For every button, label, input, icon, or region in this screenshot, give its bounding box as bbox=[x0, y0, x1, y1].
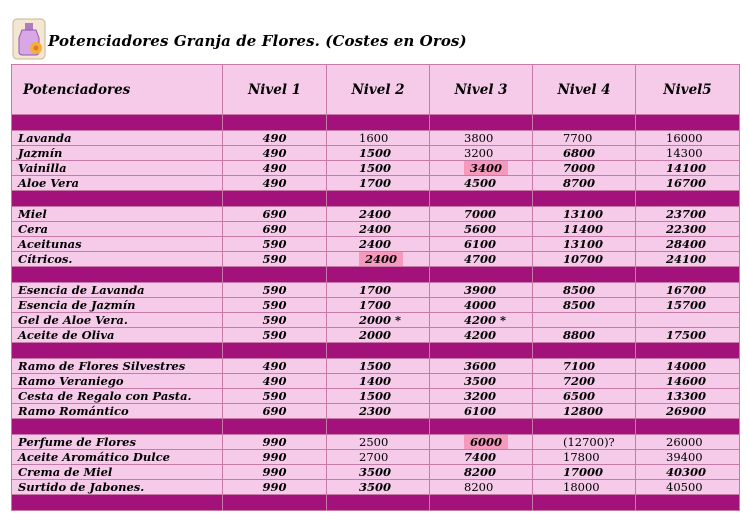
separator-cell bbox=[430, 115, 533, 131]
table-row bbox=[12, 161, 740, 176]
cost-cell: 40300 bbox=[636, 465, 740, 480]
cost-cell: 3400 bbox=[430, 161, 533, 176]
cost-cell: 1700 bbox=[327, 283, 430, 298]
potenciador-name-cell: Surtido de Jabones. bbox=[12, 480, 223, 495]
table-row bbox=[12, 237, 740, 252]
table-row bbox=[12, 465, 740, 480]
cost-cell: 1700 bbox=[327, 298, 430, 313]
cost-cell: 16700 bbox=[636, 176, 740, 191]
cost-cell: 6100 bbox=[430, 404, 533, 419]
separator-cell bbox=[223, 115, 327, 131]
cost-cell: 2000 bbox=[327, 328, 430, 343]
cost-cell: 590 bbox=[223, 237, 327, 252]
potenciador-name-cell: Cesta de Regalo con Pasta. bbox=[12, 389, 223, 404]
potenciador-name-cell: Vainilla bbox=[12, 161, 223, 176]
cost-cell: 4200 bbox=[430, 328, 533, 343]
perfume-bottle-icon bbox=[12, 18, 46, 60]
potenciador-name-cell: Miel bbox=[12, 207, 223, 222]
table-row bbox=[12, 252, 740, 267]
separator-cell bbox=[430, 343, 533, 359]
cost-cell: 1500 bbox=[327, 389, 430, 404]
cost-cell: 3800 bbox=[430, 131, 533, 146]
cost-cell: 7700 bbox=[533, 131, 636, 146]
cost-cell bbox=[533, 313, 636, 328]
column-header-level: Nivel 3 bbox=[430, 65, 533, 115]
cost-cell: 490 bbox=[223, 374, 327, 389]
separator-cell bbox=[223, 495, 327, 511]
cost-cell: 8800 bbox=[533, 328, 636, 343]
cost-cell: 24100 bbox=[636, 252, 740, 267]
cost-cell: 14000 bbox=[636, 359, 740, 374]
potenciador-name-cell: Lavanda bbox=[12, 131, 223, 146]
cost-cell: 15700 bbox=[636, 298, 740, 313]
cost-cell: 590 bbox=[223, 328, 327, 343]
separator-cell bbox=[533, 419, 636, 435]
cost-cell: 7200 bbox=[533, 374, 636, 389]
table-row bbox=[12, 207, 740, 222]
cost-cell: 14300 bbox=[636, 146, 740, 161]
cost-cell: 4200 * bbox=[430, 313, 533, 328]
cost-cell: 3500 bbox=[327, 465, 430, 480]
cost-cell: 14100 bbox=[636, 161, 740, 176]
cost-cell: 590 bbox=[223, 313, 327, 328]
cost-cell: 17500 bbox=[636, 328, 740, 343]
cost-cell: 590 bbox=[223, 298, 327, 313]
cost-cell: 2400 bbox=[327, 207, 430, 222]
cost-cell: 6100 bbox=[430, 237, 533, 252]
separator-cell bbox=[12, 343, 223, 359]
separator-cell bbox=[12, 115, 223, 131]
cost-cell: 16000 bbox=[636, 131, 740, 146]
potenciador-name-cell: Esencia de Lavanda bbox=[12, 283, 223, 298]
cost-cell: 13100 bbox=[533, 207, 636, 222]
potenciador-name-cell: Ramo Veraniego bbox=[12, 374, 223, 389]
cost-cell: 6800 bbox=[533, 146, 636, 161]
table-row bbox=[12, 222, 740, 237]
cost-cell: (12700)? bbox=[533, 435, 636, 450]
cost-cell bbox=[636, 313, 740, 328]
cost-cell: 12800 bbox=[533, 404, 636, 419]
section-separator bbox=[12, 343, 740, 359]
table-row bbox=[12, 435, 740, 450]
cost-cell: 3500 bbox=[430, 374, 533, 389]
separator-cell bbox=[430, 495, 533, 511]
cost-cell: 990 bbox=[223, 450, 327, 465]
cost-cell: 2400 bbox=[327, 252, 430, 267]
separator-cell bbox=[223, 267, 327, 283]
table-row bbox=[12, 389, 740, 404]
separator-cell bbox=[12, 267, 223, 283]
potenciador-name-cell: Gel de Aloe Vera. bbox=[12, 313, 223, 328]
table-row bbox=[12, 328, 740, 343]
page-header bbox=[10, 18, 740, 62]
table-row bbox=[12, 480, 740, 495]
cost-cell: 14600 bbox=[636, 374, 740, 389]
separator-cell bbox=[12, 495, 223, 511]
separator-cell bbox=[636, 267, 740, 283]
separator-cell bbox=[327, 343, 430, 359]
column-header-level: Nivel5 bbox=[636, 65, 740, 115]
section-separator bbox=[12, 419, 740, 435]
separator-cell bbox=[636, 343, 740, 359]
cost-cell: 7000 bbox=[430, 207, 533, 222]
cost-cell: 28400 bbox=[636, 237, 740, 252]
cost-cell: 590 bbox=[223, 252, 327, 267]
table-row bbox=[12, 131, 740, 146]
section-separator bbox=[12, 495, 740, 511]
table-row bbox=[12, 283, 740, 298]
separator-cell bbox=[327, 115, 430, 131]
table-row bbox=[12, 146, 740, 161]
potenciador-name-cell: Perfume de Flores bbox=[12, 435, 223, 450]
cost-cell: 990 bbox=[223, 435, 327, 450]
potenciador-name-cell: Ramo de Flores Silvestres bbox=[12, 359, 223, 374]
cost-cell: 40500 bbox=[636, 480, 740, 495]
cost-cell: 690 bbox=[223, 207, 327, 222]
cost-cell: 7000 bbox=[533, 161, 636, 176]
cost-cell: 4500 bbox=[430, 176, 533, 191]
cost-cell: 490 bbox=[223, 161, 327, 176]
separator-cell bbox=[430, 419, 533, 435]
cost-cell: 10700 bbox=[533, 252, 636, 267]
potenciador-name-cell: Cera bbox=[12, 222, 223, 237]
cost-cell: 2500 bbox=[327, 435, 430, 450]
separator-cell bbox=[533, 115, 636, 131]
table-row bbox=[12, 176, 740, 191]
cost-cell: 13300 bbox=[636, 389, 740, 404]
cost-cell: 4000 bbox=[430, 298, 533, 313]
cost-cell: 39400 bbox=[636, 450, 740, 465]
cost-cell: 16700 bbox=[636, 283, 740, 298]
separator-cell bbox=[533, 267, 636, 283]
costs-table bbox=[11, 64, 740, 511]
cost-cell: 490 bbox=[223, 176, 327, 191]
cost-cell: 2400 bbox=[327, 237, 430, 252]
cost-cell: 17800 bbox=[533, 450, 636, 465]
cost-cell: 6500 bbox=[533, 389, 636, 404]
cost-cell: 18000 bbox=[533, 480, 636, 495]
cost-cell: 4700 bbox=[430, 252, 533, 267]
cost-cell: 8200 bbox=[430, 480, 533, 495]
section-separator bbox=[12, 191, 740, 207]
cost-cell: 2000 * bbox=[327, 313, 430, 328]
table-row bbox=[12, 298, 740, 313]
potenciador-name-cell: Ramo Romántico bbox=[12, 404, 223, 419]
separator-cell bbox=[636, 495, 740, 511]
cost-cell: 990 bbox=[223, 465, 327, 480]
table-row bbox=[12, 374, 740, 389]
cost-cell: 8500 bbox=[533, 298, 636, 313]
cost-cell: 1400 bbox=[327, 374, 430, 389]
cost-cell: 990 bbox=[223, 480, 327, 495]
cost-cell: 26900 bbox=[636, 404, 740, 419]
separator-cell bbox=[533, 495, 636, 511]
potenciador-name-cell: Aceite de Oliva bbox=[12, 328, 223, 343]
cost-cell: 590 bbox=[223, 389, 327, 404]
cost-cell: 2400 bbox=[327, 222, 430, 237]
cost-cell: 690 bbox=[223, 222, 327, 237]
potenciador-name-cell: Aceitunas bbox=[12, 237, 223, 252]
cost-cell: 2300 bbox=[327, 404, 430, 419]
potenciador-name-cell: Esencia de Jazmín bbox=[12, 298, 223, 313]
cost-cell: 8500 bbox=[533, 283, 636, 298]
cost-cell: 490 bbox=[223, 146, 327, 161]
cost-cell: 2700 bbox=[327, 450, 430, 465]
cost-cell: 11400 bbox=[533, 222, 636, 237]
separator-cell bbox=[223, 343, 327, 359]
potenciador-name-cell: Cítricos. bbox=[12, 252, 223, 267]
cost-cell: 690 bbox=[223, 404, 327, 419]
separator-cell bbox=[327, 419, 430, 435]
cost-cell: 13100 bbox=[533, 237, 636, 252]
section-separator bbox=[12, 115, 740, 131]
cost-cell: 5600 bbox=[430, 222, 533, 237]
cost-cell: 8200 bbox=[430, 465, 533, 480]
cost-cell: 7400 bbox=[430, 450, 533, 465]
table-row bbox=[12, 313, 740, 328]
cost-cell: 3200 bbox=[430, 389, 533, 404]
column-header-potenciadores: Potenciadores bbox=[12, 65, 223, 115]
cost-cell: 490 bbox=[223, 359, 327, 374]
separator-cell bbox=[327, 267, 430, 283]
table-header-row bbox=[12, 65, 740, 115]
cost-cell: 1500 bbox=[327, 359, 430, 374]
separator-cell bbox=[327, 191, 430, 207]
potenciador-name-cell: Crema de Miel bbox=[12, 465, 223, 480]
cost-cell: 7100 bbox=[533, 359, 636, 374]
potenciador-name-cell: Aloe Vera bbox=[12, 176, 223, 191]
cost-cell: 1500 bbox=[327, 146, 430, 161]
cost-cell: 590 bbox=[223, 283, 327, 298]
cost-cell: 3600 bbox=[430, 359, 533, 374]
column-header-level: Nivel 4 bbox=[533, 65, 636, 115]
separator-cell bbox=[223, 191, 327, 207]
table-row bbox=[12, 450, 740, 465]
separator-cell bbox=[636, 419, 740, 435]
column-header-level: Nivel 2 bbox=[327, 65, 430, 115]
cost-cell: 23700 bbox=[636, 207, 740, 222]
cost-cell: 3200 bbox=[430, 146, 533, 161]
page-title: Potenciadores Granja de Flores. (Costes en Oros) bbox=[48, 32, 467, 50]
table-row bbox=[12, 359, 740, 374]
separator-cell bbox=[327, 495, 430, 511]
separator-cell bbox=[12, 419, 223, 435]
section-separator bbox=[12, 267, 740, 283]
cost-cell: 8700 bbox=[533, 176, 636, 191]
separator-cell bbox=[12, 191, 223, 207]
cost-cell: 3500 bbox=[327, 480, 430, 495]
cost-cell: 1600 bbox=[327, 131, 430, 146]
cost-cell: 6000 bbox=[430, 435, 533, 450]
separator-cell bbox=[636, 115, 740, 131]
separator-cell bbox=[636, 191, 740, 207]
cost-cell: 3900 bbox=[430, 283, 533, 298]
potenciador-name-cell: Jazmín bbox=[12, 146, 223, 161]
cost-cell: 1700 bbox=[327, 176, 430, 191]
separator-cell bbox=[533, 343, 636, 359]
separator-cell bbox=[223, 419, 327, 435]
separator-cell bbox=[430, 267, 533, 283]
table-row bbox=[12, 404, 740, 419]
separator-cell bbox=[533, 191, 636, 207]
separator-cell bbox=[430, 191, 533, 207]
column-header-level: Nivel 1 bbox=[223, 65, 327, 115]
cost-cell: 17000 bbox=[533, 465, 636, 480]
cost-cell: 490 bbox=[223, 131, 327, 146]
potenciador-name-cell: Aceite Aromático Dulce bbox=[12, 450, 223, 465]
cost-cell: 1500 bbox=[327, 161, 430, 176]
cost-cell: 22300 bbox=[636, 222, 740, 237]
cost-cell: 26000 bbox=[636, 435, 740, 450]
